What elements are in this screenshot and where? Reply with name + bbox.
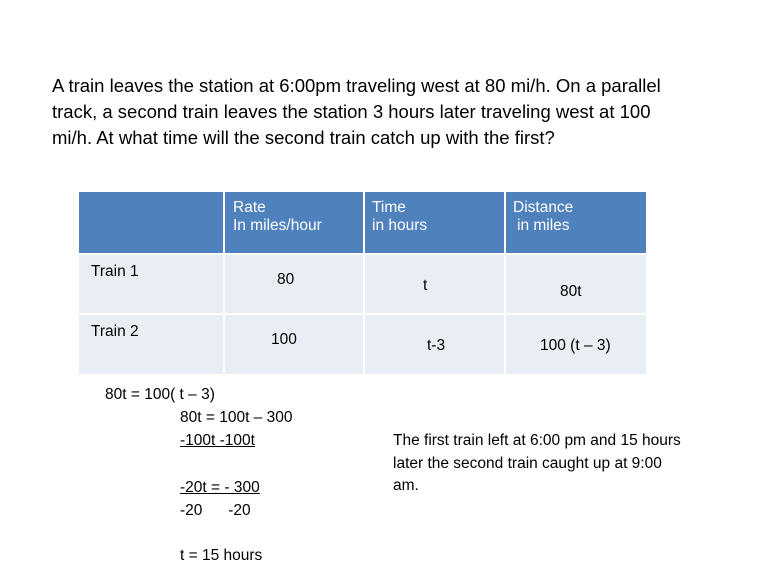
work-line-2: 80t = 100t – 300 xyxy=(180,409,293,426)
table-row xyxy=(79,254,646,314)
table-row xyxy=(79,314,646,374)
row-label-cell xyxy=(79,314,224,374)
rate-time-distance-table xyxy=(79,192,646,374)
work-line-1: 80t = 100( t – 3) xyxy=(105,386,215,403)
time-cell xyxy=(364,254,505,314)
header-distance-line1: Distance xyxy=(513,199,574,216)
header-rate-line1: Rate xyxy=(233,199,266,216)
work-line-5: -20 -20 xyxy=(180,502,251,519)
table-header-row xyxy=(79,192,646,254)
time-value: t-3 xyxy=(427,337,446,354)
time-value: t xyxy=(423,277,428,294)
work-line-6: t = 15 hours xyxy=(180,547,263,564)
header-rate-line2: In miles/hour xyxy=(233,217,322,234)
distance-value: 80t xyxy=(560,283,582,300)
header-blank xyxy=(79,192,224,254)
row-label: Train 1 xyxy=(91,263,139,280)
row-label: Train 2 xyxy=(91,323,139,340)
work-line-4: -20t = - 300 xyxy=(180,479,260,496)
time-cell xyxy=(364,314,505,374)
header-time xyxy=(364,192,505,254)
header-distance xyxy=(505,192,646,254)
header-distance-line2: in miles xyxy=(517,217,570,234)
rate-value: 100 xyxy=(271,331,297,348)
header-time-line1: Time xyxy=(372,199,406,216)
rate-cell xyxy=(224,314,364,374)
rate-cell xyxy=(224,254,364,314)
distance-value: 100 (t – 3) xyxy=(540,337,611,354)
distance-cell xyxy=(505,254,646,314)
header-time-line2: in hours xyxy=(372,217,428,234)
answer-text: The first train left at 6:00 pm and 15 hours later the second train caught up at 9:00 am. xyxy=(393,432,681,494)
distance-cell xyxy=(505,314,646,374)
rate-value: 80 xyxy=(277,271,295,288)
work-line-3: -100t -100t xyxy=(180,432,255,449)
header-rate xyxy=(224,192,364,254)
problem-statement: A train leaves the station at 6:00pm traveling west at 80 mi/h. On a parallel track, a second train leaves the station 3 hours later traveling west at 100 mi/h. At what time will the second train catch up with the first? xyxy=(52,75,661,148)
row-label-cell xyxy=(79,254,224,314)
